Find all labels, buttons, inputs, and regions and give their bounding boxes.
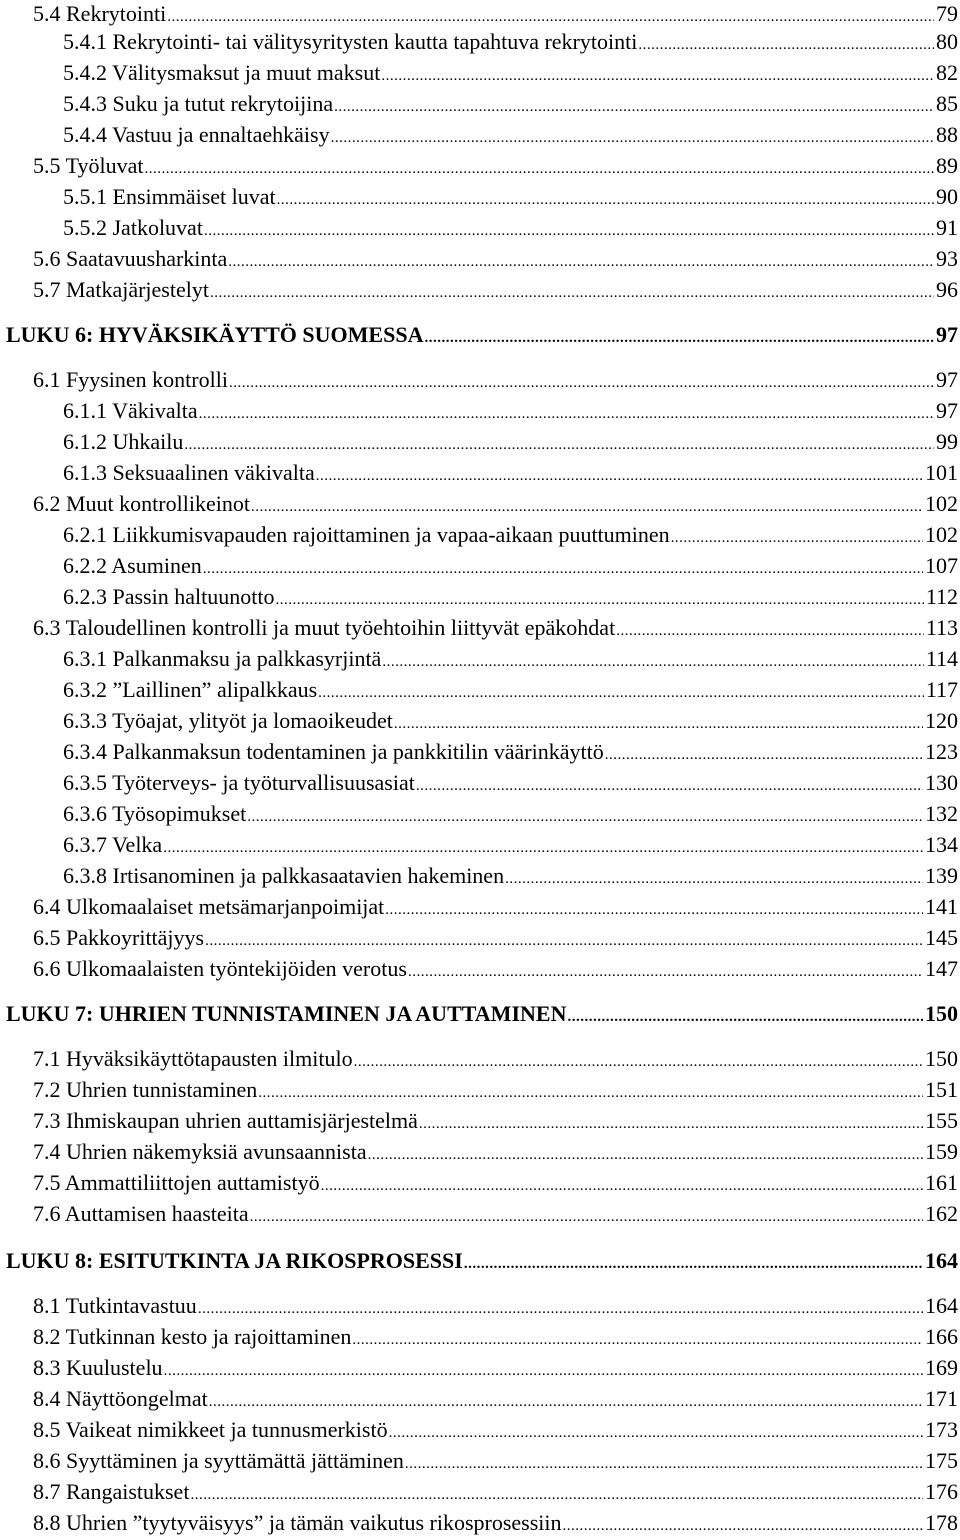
toc-chapter-heading[interactable] (6, 1247, 958, 1275)
toc-entry[interactable] (33, 1200, 958, 1228)
toc-entry-title: 8.1 Tutkintavastuu (33, 1293, 197, 1318)
toc-page-number: 178 (925, 1510, 958, 1535)
dot-leader (321, 1172, 923, 1200)
dot-leader (354, 1048, 923, 1076)
dot-leader (671, 524, 923, 552)
toc-chapter-heading[interactable] (6, 321, 958, 349)
toc-entry-title: 6.4 Ulkomaalaiset metsämarjanpoimijat (33, 894, 385, 919)
toc-entry-title: 5.5 Työluvat (33, 153, 144, 178)
toc-entry[interactable] (33, 1169, 958, 1197)
dot-leader (145, 155, 935, 183)
toc-page-number: 169 (925, 1355, 958, 1380)
toc-entry-title: 7.1 Hyväksikäyttötapausten ilmitulo (33, 1046, 353, 1071)
toc-page-number: 107 (925, 553, 958, 578)
toc-page-number: 88 (936, 122, 958, 147)
dot-leader (563, 1512, 923, 1540)
toc-entry[interactable] (63, 862, 958, 890)
toc-entry[interactable] (63, 800, 958, 828)
toc-page-number: 150 (925, 1046, 958, 1071)
toc-page-number: 155 (925, 1108, 958, 1133)
toc-entry-title: 6.3.6 Työsopimukset (63, 801, 247, 826)
toc-entry[interactable] (33, 1385, 958, 1413)
toc-page-number: 93 (936, 246, 958, 271)
toc-entry[interactable] (63, 428, 958, 456)
toc-entry[interactable] (33, 955, 958, 983)
toc-entry-title: 6.1.3 Seksuaalinen väkivalta (63, 460, 315, 485)
toc-page-number: 112 (925, 584, 958, 609)
dot-leader (318, 679, 924, 707)
dot-leader (250, 1203, 923, 1231)
toc-entry[interactable] (33, 152, 958, 180)
toc-entry[interactable] (63, 676, 958, 704)
toc-entry[interactable] (63, 707, 958, 735)
toc-page-number: 97 (936, 398, 958, 423)
toc-page-number: 99 (936, 429, 958, 454)
toc-page-number: 147 (925, 956, 958, 981)
toc-entry-title: 6.2 Muut kontrollikeinot (33, 491, 250, 516)
toc-entry-title: 6.1.2 Uhkailu (63, 429, 184, 454)
toc-entry-title: 5.6 Saatavuusharkinta (33, 246, 228, 271)
toc-entry-title: 7.3 Ihmiskaupan uhrien auttamisjärjestelmä (33, 1108, 418, 1133)
toc-entry[interactable] (33, 1045, 958, 1073)
dot-leader (199, 400, 934, 428)
toc-entry-title: 8.3 Kuulustelu (33, 1355, 163, 1380)
dot-leader (163, 834, 923, 862)
toc-page-number: 101 (925, 460, 958, 485)
toc-page-number: 102 (925, 522, 958, 547)
toc-entry[interactable] (33, 1354, 958, 1382)
toc-entry[interactable] (63, 769, 958, 797)
dot-leader (464, 1250, 923, 1278)
toc-entry[interactable] (33, 1478, 958, 1506)
toc-entry[interactable] (63, 738, 958, 766)
toc-entry[interactable] (33, 924, 958, 952)
toc-page-number: 79 (936, 1, 958, 26)
toc-entry[interactable] (63, 90, 958, 118)
dot-leader (209, 1388, 923, 1416)
dot-leader (424, 324, 934, 352)
toc-page-number: 134 (925, 832, 958, 857)
toc-entry-title: 6.3.4 Palkanmaksun todentaminen ja pankkitilin väärinkäyttö (63, 739, 604, 764)
toc-page-number: 159 (925, 1139, 958, 1164)
toc-page-number: 113 (925, 615, 958, 640)
dot-leader (394, 710, 923, 738)
toc-page-number: 89 (936, 153, 958, 178)
toc-page-number: 117 (925, 677, 958, 702)
toc-page-number: 90 (936, 184, 958, 209)
toc-entry-title: 8.5 Vaikeat nimikkeet ja tunnusmerkistö (33, 1417, 388, 1442)
dot-leader (203, 555, 923, 583)
toc-entry-title: 8.7 Rangaistukset (33, 1479, 190, 1504)
toc-page-number: 82 (936, 60, 958, 85)
toc-entry[interactable] (63, 459, 958, 487)
toc-entry-title: 8.2 Tutkinnan kesto ja rajoittaminen (33, 1324, 352, 1349)
toc-page-number: 114 (925, 646, 958, 671)
dot-leader (419, 1110, 923, 1138)
toc-entry[interactable] (63, 645, 958, 673)
toc-entry-title: 8.6 Syyttäminen ja syyttämättä jättäminen (33, 1448, 404, 1473)
toc-entry-title: LUKU 8: ESITUTKINTA JA RIKOSPROSESSI (6, 1248, 463, 1273)
toc-entry[interactable] (63, 521, 958, 549)
dot-leader (638, 31, 934, 59)
toc-entry-title: 6.1 Fyysinen kontrolli (33, 367, 228, 392)
dot-leader (251, 493, 923, 521)
toc-entry[interactable] (63, 28, 958, 56)
toc-page-number: 85 (936, 91, 958, 116)
toc-entry[interactable] (33, 276, 958, 304)
toc-entry-title: 8.4 Näyttöongelmat (33, 1386, 208, 1411)
dot-leader (316, 462, 923, 490)
toc-entry-title: 6.2.1 Liikkumisvapauden rajoittaminen ja vapaa-aikaan puuttuminen (63, 522, 670, 547)
toc-entry-title: 5.4 Rekrytointi (33, 1, 167, 26)
dot-leader (605, 741, 923, 769)
toc-entry-title: 8.8 Uhrien ”tyytyväisyys” ja tämän vaikutus rikosprosessiin (33, 1510, 562, 1535)
dot-leader (258, 1079, 923, 1107)
toc-chapter-heading[interactable] (6, 1000, 958, 1028)
toc-page-number: 175 (925, 1448, 958, 1473)
toc-entry[interactable] (33, 893, 958, 921)
toc-entry-title: 6.3.8 Irtisanominen ja palkkasaatavien hakeminen (63, 863, 505, 888)
dot-leader (352, 1326, 923, 1354)
toc-entry-title: 5.4.3 Suku ja tutut rekrytoijina (63, 91, 334, 116)
toc-entry-title: 7.4 Uhrien näkemyksiä avunsaannista (33, 1139, 367, 1164)
dot-leader (167, 3, 934, 31)
toc-entry-title: LUKU 6: HYVÄKSIKÄYTTÖ SUOMESSA (6, 322, 424, 347)
toc-page-number: 161 (925, 1170, 958, 1195)
dot-leader (408, 958, 923, 986)
dot-leader (210, 279, 934, 307)
dot-leader (331, 124, 934, 152)
toc-page-number: 171 (925, 1386, 958, 1411)
toc-entry[interactable] (33, 1076, 958, 1104)
toc-page-number: 97 (936, 322, 958, 347)
toc-entry[interactable] (33, 1416, 958, 1444)
toc-entry[interactable] (33, 1107, 958, 1135)
toc-entry[interactable] (63, 214, 958, 242)
toc-entry[interactable] (63, 831, 958, 859)
toc-entry[interactable] (33, 1509, 958, 1537)
toc-entry-title: 6.3.1 Palkanmaksu ja palkkasyrjintä (63, 646, 382, 671)
toc-page-number: 164 (925, 1248, 958, 1273)
toc-entry[interactable] (33, 366, 958, 394)
toc-entry-title: 5.4.4 Vastuu ja ennaltaehkäisy (63, 122, 330, 147)
toc-page-number: 150 (925, 1001, 958, 1026)
toc-entry-title: 5.4.2 Välitysmaksut ja muut maksut (63, 60, 381, 85)
toc-entry-title: 6.3.2 ”Laillinen” alipalkkaus (63, 677, 318, 702)
toc-entry-title: 6.3.7 Velka (63, 832, 163, 857)
dot-leader (505, 865, 923, 893)
toc-entry-title: 6.2.2 Asuminen (63, 553, 202, 578)
toc-entry-title: 7.6 Auttamisen haasteita (33, 1201, 249, 1226)
toc-page-number: 130 (925, 770, 958, 795)
toc-entry[interactable] (33, 1447, 958, 1475)
dot-leader (616, 617, 924, 645)
dot-leader (381, 62, 934, 90)
toc-entry[interactable] (33, 1138, 958, 1166)
toc-entry[interactable] (33, 490, 958, 518)
toc-entry[interactable] (63, 183, 958, 211)
toc-entry-title: 6.6 Ulkomaalaisten työntekijöiden verotus (33, 956, 407, 981)
dot-leader (385, 896, 923, 924)
toc-entry-title: 5.5.2 Jatkoluvat (63, 215, 203, 240)
dot-leader (204, 217, 934, 245)
dot-leader (416, 772, 923, 800)
toc-page-number: 102 (925, 491, 958, 516)
toc-entry-title: 6.2.3 Passin haltuunotto (63, 584, 275, 609)
toc-page-number: 123 (925, 739, 958, 764)
toc-page-number: 120 (925, 708, 958, 733)
toc-entry[interactable] (63, 121, 958, 149)
dot-leader (382, 648, 923, 676)
toc-entry-title: 7.5 Ammattiliittojen auttamistyö (33, 1170, 320, 1195)
toc-entry[interactable] (63, 552, 958, 580)
dot-leader (389, 1419, 923, 1447)
dot-leader (247, 803, 923, 831)
toc-page-number: 166 (925, 1324, 958, 1349)
toc-entry[interactable] (33, 1292, 958, 1320)
toc-entry-title: 5.7 Matkajärjestelyt (33, 277, 209, 302)
toc-entry-title: 6.3.3 Työajat, ylityöt ja lomaoikeudet (63, 708, 393, 733)
toc-entry[interactable] (63, 583, 958, 611)
toc-page-number: 145 (925, 925, 958, 950)
toc-page-number: 151 (925, 1077, 958, 1102)
dot-leader (184, 431, 934, 459)
dot-leader (228, 248, 934, 276)
dot-leader (405, 1450, 923, 1478)
toc-entry-title: 6.5 Pakkoyrittäjyys (33, 925, 205, 950)
toc-entry-title: 5.4.1 Rekrytointi- tai välitysyritysten kautta tapahtuva rekrytointi (63, 29, 638, 54)
toc-entry-title: 6.3 Taloudellinen kontrolli ja muut työehtoihin liittyvät epäkohdat (33, 615, 616, 640)
toc-page-number: 176 (925, 1479, 958, 1504)
toc-entry-title: 5.5.1 Ensimmäiset luvat (63, 184, 276, 209)
dot-leader (198, 1295, 923, 1323)
toc-entry-title: 6.1.1 Väkivalta (63, 398, 198, 423)
dot-leader (205, 927, 923, 955)
dot-leader (368, 1141, 923, 1169)
dot-leader (334, 93, 934, 121)
toc-entry[interactable] (63, 397, 958, 425)
toc-page-number: 162 (925, 1201, 958, 1226)
dot-leader (277, 186, 934, 214)
dot-leader (190, 1481, 923, 1509)
toc-entry[interactable] (33, 1323, 958, 1351)
toc-entry-title: 6.3.5 Työterveys- ja työturvallisuusasiat (63, 770, 415, 795)
toc-page-number: 141 (925, 894, 958, 919)
dot-leader (229, 369, 934, 397)
toc-entry-title: 7.2 Uhrien tunnistaminen (33, 1077, 258, 1102)
toc-entry-title: LUKU 7: UHRIEN TUNNISTAMINEN JA AUTTAMINEN (6, 1001, 567, 1026)
toc-entry[interactable] (33, 0, 958, 28)
toc-page-number: 173 (925, 1417, 958, 1442)
toc-page-number: 91 (936, 215, 958, 240)
dot-leader (164, 1357, 923, 1385)
toc-page-number: 139 (925, 863, 958, 888)
toc-entry[interactable] (33, 614, 958, 642)
toc-entry[interactable] (63, 59, 958, 87)
toc-entry[interactable] (33, 245, 958, 273)
toc-page-number: 80 (936, 29, 958, 54)
toc-page-number: 97 (936, 367, 958, 392)
dot-leader (275, 586, 923, 614)
toc-page-number: 132 (925, 801, 958, 826)
toc-page-number: 96 (936, 277, 958, 302)
toc-page-number: 164 (925, 1293, 958, 1318)
dot-leader (567, 1003, 923, 1031)
